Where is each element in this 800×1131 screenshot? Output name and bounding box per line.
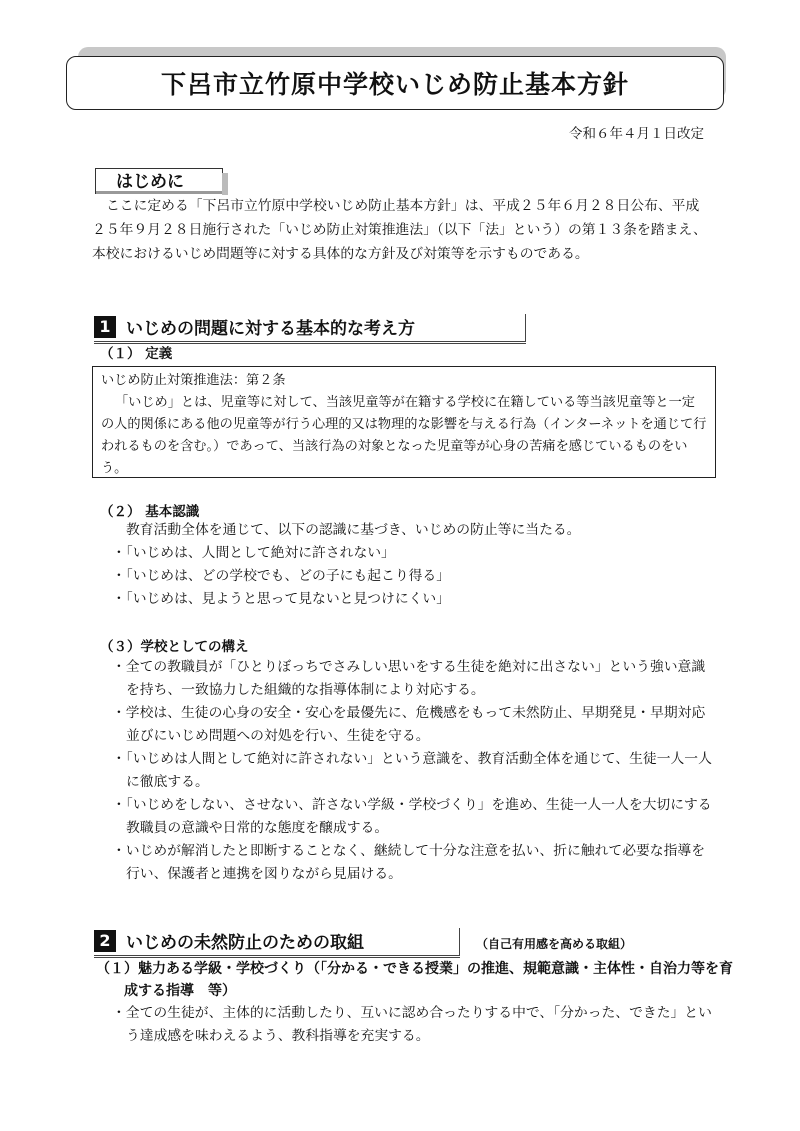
intro-text: ここに定める「下呂市立竹原中学校いじめ防止基本方針」は、平成２５年６月２８日公布、平成２５年９月２８日施行された「いじめ防止対策推進法」（以下「法」という）の第１３条を踏まえ、本校におけるいじめ問題等に対する具体的な方針及び対策等を示すものである。: [92, 198, 707, 262]
section2-item: ・全ての生徒が、主体的に活動したり、互いに認め合ったりする中で、「分かった、できた」という達成感を味わえるよう、教科指導を充実する。: [112, 1005, 712, 1044]
stance-item: ・全ての教職員が「ひとりぼっちでさみしい思いをする生徒を絶対に出さない」という強い意識を持ち、一致協力した組織的な指導体制により対応する。: [112, 659, 706, 698]
section2-title: いじめの未然防止のための取組: [126, 933, 364, 953]
section2-heading: [94, 928, 632, 958]
recognition-item: ・「いじめは、人間として絶対に許されない」: [112, 545, 395, 561]
stance-item: ・「いじめは人間として絶対に許されない」という意識を、教育活動全体を通じて、生徒一人一人に徹底する。: [112, 751, 712, 790]
school-stance-list: [112, 656, 712, 886]
section2-note: （自己有用感を高める取組）: [476, 936, 633, 951]
revision-date: 令和６年４月１日改定: [569, 126, 704, 142]
basic-recognition: [112, 519, 712, 611]
recognition-item: ・「いじめは、どの学校でも、どの子にも起こり得る」: [112, 568, 451, 584]
page-title: 下呂市立竹原中学校いじめ防止基本方針: [160, 70, 629, 99]
section2-list: [112, 1002, 712, 1048]
section2-number: 2: [94, 930, 116, 952]
section1-number: 1: [94, 316, 116, 338]
section2-sub1-label: （１）魅力ある学級・学校づくり（「分かる・できる授業」の推進、規範意識・主体性・自治力等を育成する指導 等）: [96, 961, 733, 999]
section1-sub3-label: （３）学校としての構え: [100, 639, 249, 655]
stance-item: ・いじめが解消したと即断することなく、継続して十分な注意を払い、折に触れて必要な指導を行い、保護者と連携を図りながら見届ける。: [112, 843, 705, 882]
intro-heading: はじめに: [95, 168, 223, 194]
title-box: [66, 56, 724, 110]
definition-box: [92, 366, 716, 478]
definition-text: 「いじめ」とは、児童等に対して、当該児童等が在籍する学校に在籍している等当該児童等と一定の人的関係にある他の児童等が行う心理的又は物理的な影響を与える行為（インターネットを通じて行われるものを含む。）であって、当該行為の対象となった児童等が心身の苦痛を感じているものをいう。: [101, 395, 707, 476]
section1-sub2-label: （２） 基本認識: [100, 504, 200, 520]
section1-heading: [94, 314, 526, 344]
recognition-item: ・「いじめは、見ようと思って見ないと見つけにくい」: [112, 591, 451, 607]
basic-recognition-lead: 教育活動全体を通じて、以下の認識に基づき、いじめの防止等に当たる。: [126, 522, 581, 538]
stance-item: ・「いじめをしない、させない、許さない学級・学校づくり」を進め、生徒一人一人を大切にする教職員の意識や日常的な態度を醸成する。: [112, 797, 712, 836]
definition-title: いじめ防止対策推進法：第２条: [101, 373, 286, 388]
section1-sub1-label: （１） 定義: [100, 346, 173, 362]
stance-item: ・学校は、生徒の心身の安全・安心を最優先に、危機感をもって未然防止、早期発見・早期対応並びにいじめ問題への対処を行い、生徒を守る。: [112, 705, 706, 744]
section1-title: いじめの問題に対する基本的な考え方: [126, 319, 415, 339]
